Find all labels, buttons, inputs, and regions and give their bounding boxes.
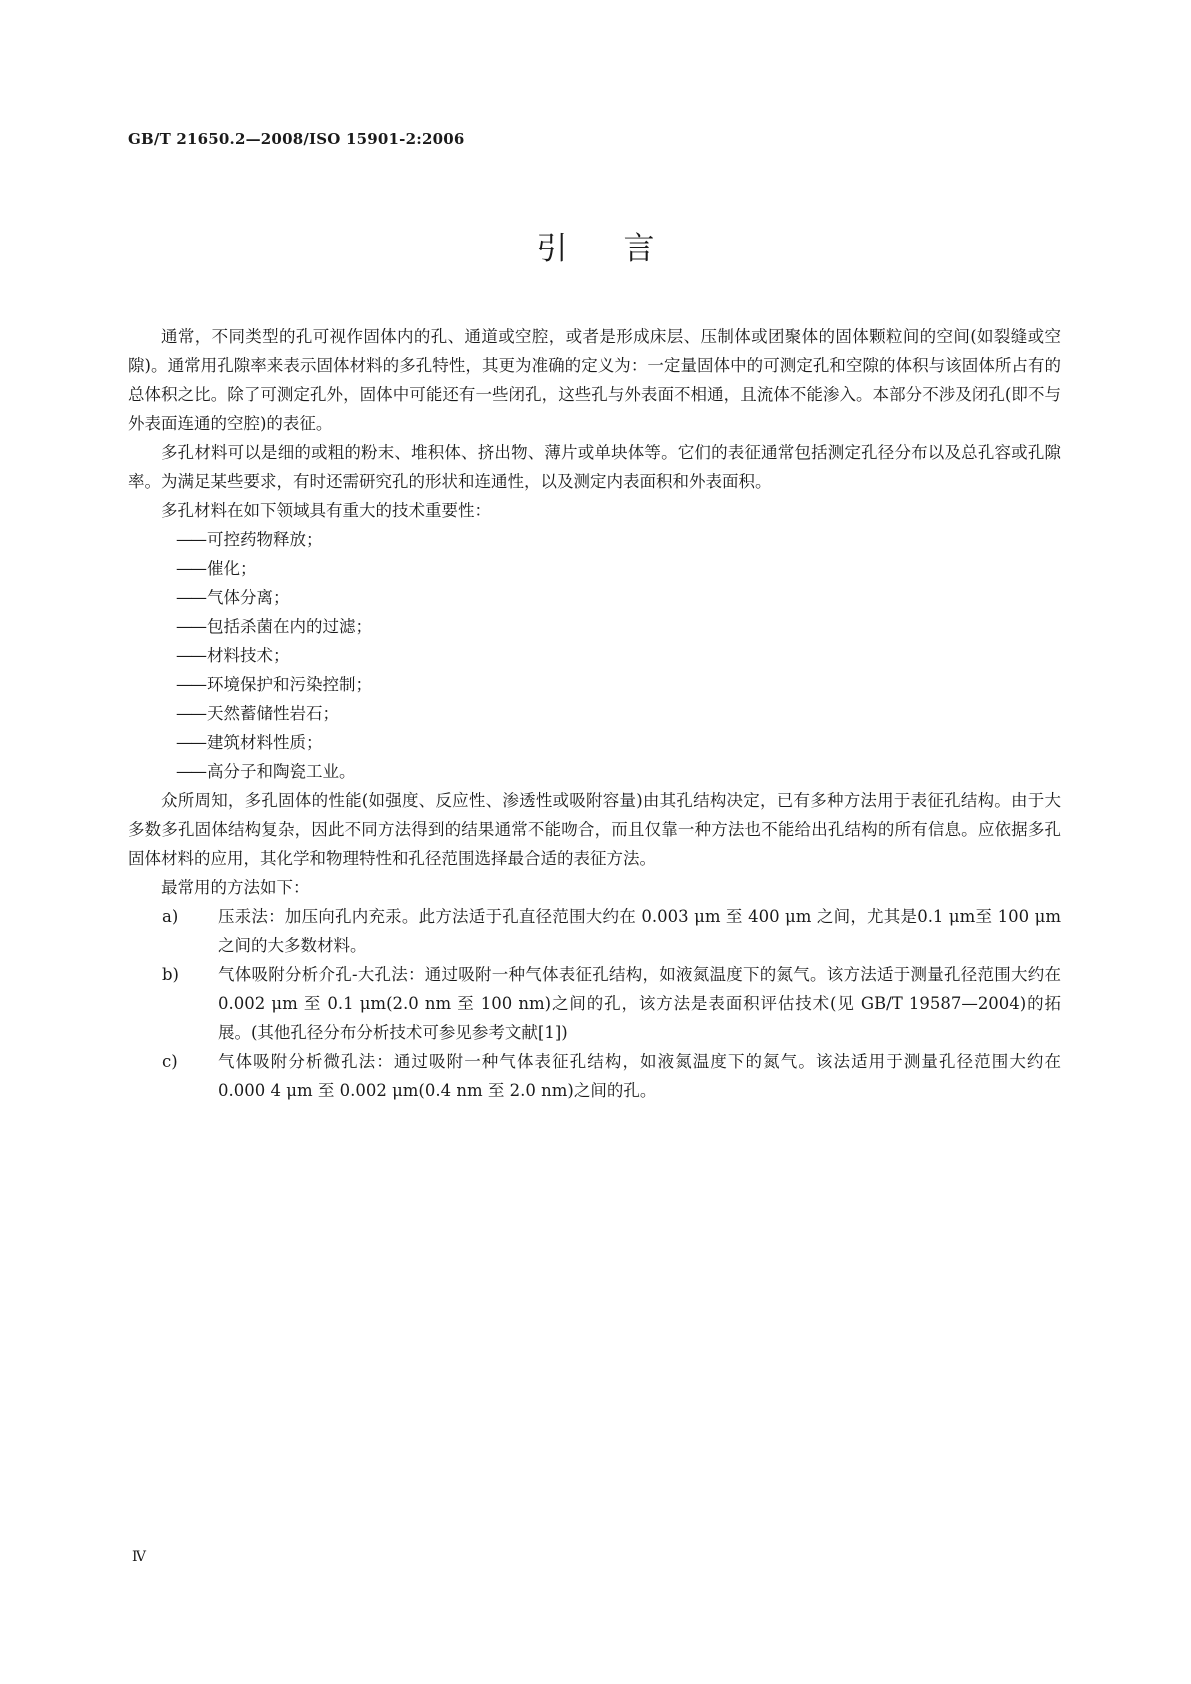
intro-paragraph: 通常，不同类型的孔可视作固体内的孔、通道或空腔，或者是形成床层、压制体或团聚体的固体颗粒间的空间(如裂缝或空隙)。通常用孔隙率来表示固体材料的多孔特性，其更为准确的定义为：一定量固体中的可测定孔和空隙的体积与该固体所占有的总体积之比。除了可测定孔外，固体中可能还有一些闭孔，这些孔与外表面不相通，且流体不能渗入。本部分不涉及闭孔(即不与外表面连通的空腔)的表征。 xyxy=(128,327,1061,433)
list-item xyxy=(128,554,1061,583)
method-item xyxy=(128,1047,1061,1105)
list-item-text: 高分子和陶瓷工业。 xyxy=(207,762,356,781)
method-text: 气体吸附分析介孔-大孔法：通过吸附一种气体表征孔结构，如液氮温度下的氮气。该方法适于测量孔径范围大约在 0.002 μm 至 0.1 μm(2.0 nm 至 100 nm)之间的孔，该方法是表面积评估技术(见 GB/T 19587—2004)的拓展。(其他孔径分布分析技术可参见参考文献[1]) xyxy=(218,965,1061,1042)
dash-marker: —— xyxy=(176,559,205,578)
list-item xyxy=(128,612,1061,641)
dash-marker: —— xyxy=(176,646,205,665)
list-item-text: 可控药物释放； xyxy=(207,530,323,549)
list-item xyxy=(128,525,1061,554)
methods-discussion-paragraph: 众所周知，多孔固体的性能(如强度、反应性、渗透性或吸附容量)由其孔结构决定，已有多种方法用于表征孔结构。由于大多数多孔固体结构复杂，因此不同方法得到的结果通常不能吻合，而且仅靠一种方法也不能给出孔结构的所有信息。应依据多孔固体材料的应用，其化学和物理特性和孔径范围选择最合适的表征方法。 xyxy=(128,791,1061,868)
list-item xyxy=(128,757,1061,786)
method-label: a) xyxy=(162,907,179,926)
method-item xyxy=(128,902,1061,960)
dash-marker: —— xyxy=(176,530,205,549)
methods-list xyxy=(128,902,1061,1105)
list-item-text: 天然蓄储性岩石； xyxy=(207,704,339,723)
list-item xyxy=(128,641,1061,670)
method-item xyxy=(128,960,1061,1047)
list-item xyxy=(128,728,1061,757)
list-item xyxy=(128,699,1061,728)
importance-intro: 多孔材料在如下领域具有重大的技术重要性： xyxy=(161,501,491,520)
list-item-text: 材料技术； xyxy=(207,646,290,665)
list-item-text: 包括杀菌在内的过滤； xyxy=(207,617,372,636)
materials-paragraph: 多孔材料可以是细的或粗的粉末、堆积体、挤出物、薄片或单块体等。它们的表征通常包括测定孔径分布以及总孔容或孔隙率。为满足某些要求，有时还需研究孔的形状和连通性，以及测定内表面积和外表面积。 xyxy=(128,443,1061,491)
dash-marker: —— xyxy=(176,617,205,636)
page-number: Ⅳ xyxy=(132,1549,146,1565)
method-text: 压汞法：加压向孔内充汞。此方法适于孔直径范围大约在 0.003 μm 至 400 μm 之间，尤其是0.1 μm至 100 μm 之间的大多数材料。 xyxy=(218,907,1061,955)
list-item-text: 环境保护和污染控制； xyxy=(207,675,372,694)
method-text: 气体吸附分析微孔法：通过吸附一种气体表征孔结构，如液氮温度下的氮气。该法适用于测量孔径范围大约在 0.000 4 μm 至 0.002 μm(0.4 nm 至 2.0 nm)之间的孔。 xyxy=(218,1052,1061,1100)
dash-marker: —— xyxy=(176,588,205,607)
method-label: b) xyxy=(162,965,179,984)
dash-marker: —— xyxy=(176,733,205,752)
dash-marker: —— xyxy=(176,762,205,781)
list-item xyxy=(128,583,1061,612)
fields-list xyxy=(128,525,1061,786)
dash-marker: —— xyxy=(176,675,205,694)
page-title: 引言 xyxy=(536,231,711,267)
methods-intro: 最常用的方法如下： xyxy=(161,878,310,897)
list-item-text: 建筑材料性质； xyxy=(207,733,323,752)
standard-header: GB/T 21650.2—2008/ISO 15901-2:2006 xyxy=(128,130,465,148)
list-item-text: 催化； xyxy=(207,559,257,578)
method-label: c) xyxy=(162,1052,178,1071)
dash-marker: —— xyxy=(176,704,205,723)
list-item xyxy=(128,670,1061,699)
list-item-text: 气体分离； xyxy=(207,588,290,607)
document-body xyxy=(128,322,1061,1105)
